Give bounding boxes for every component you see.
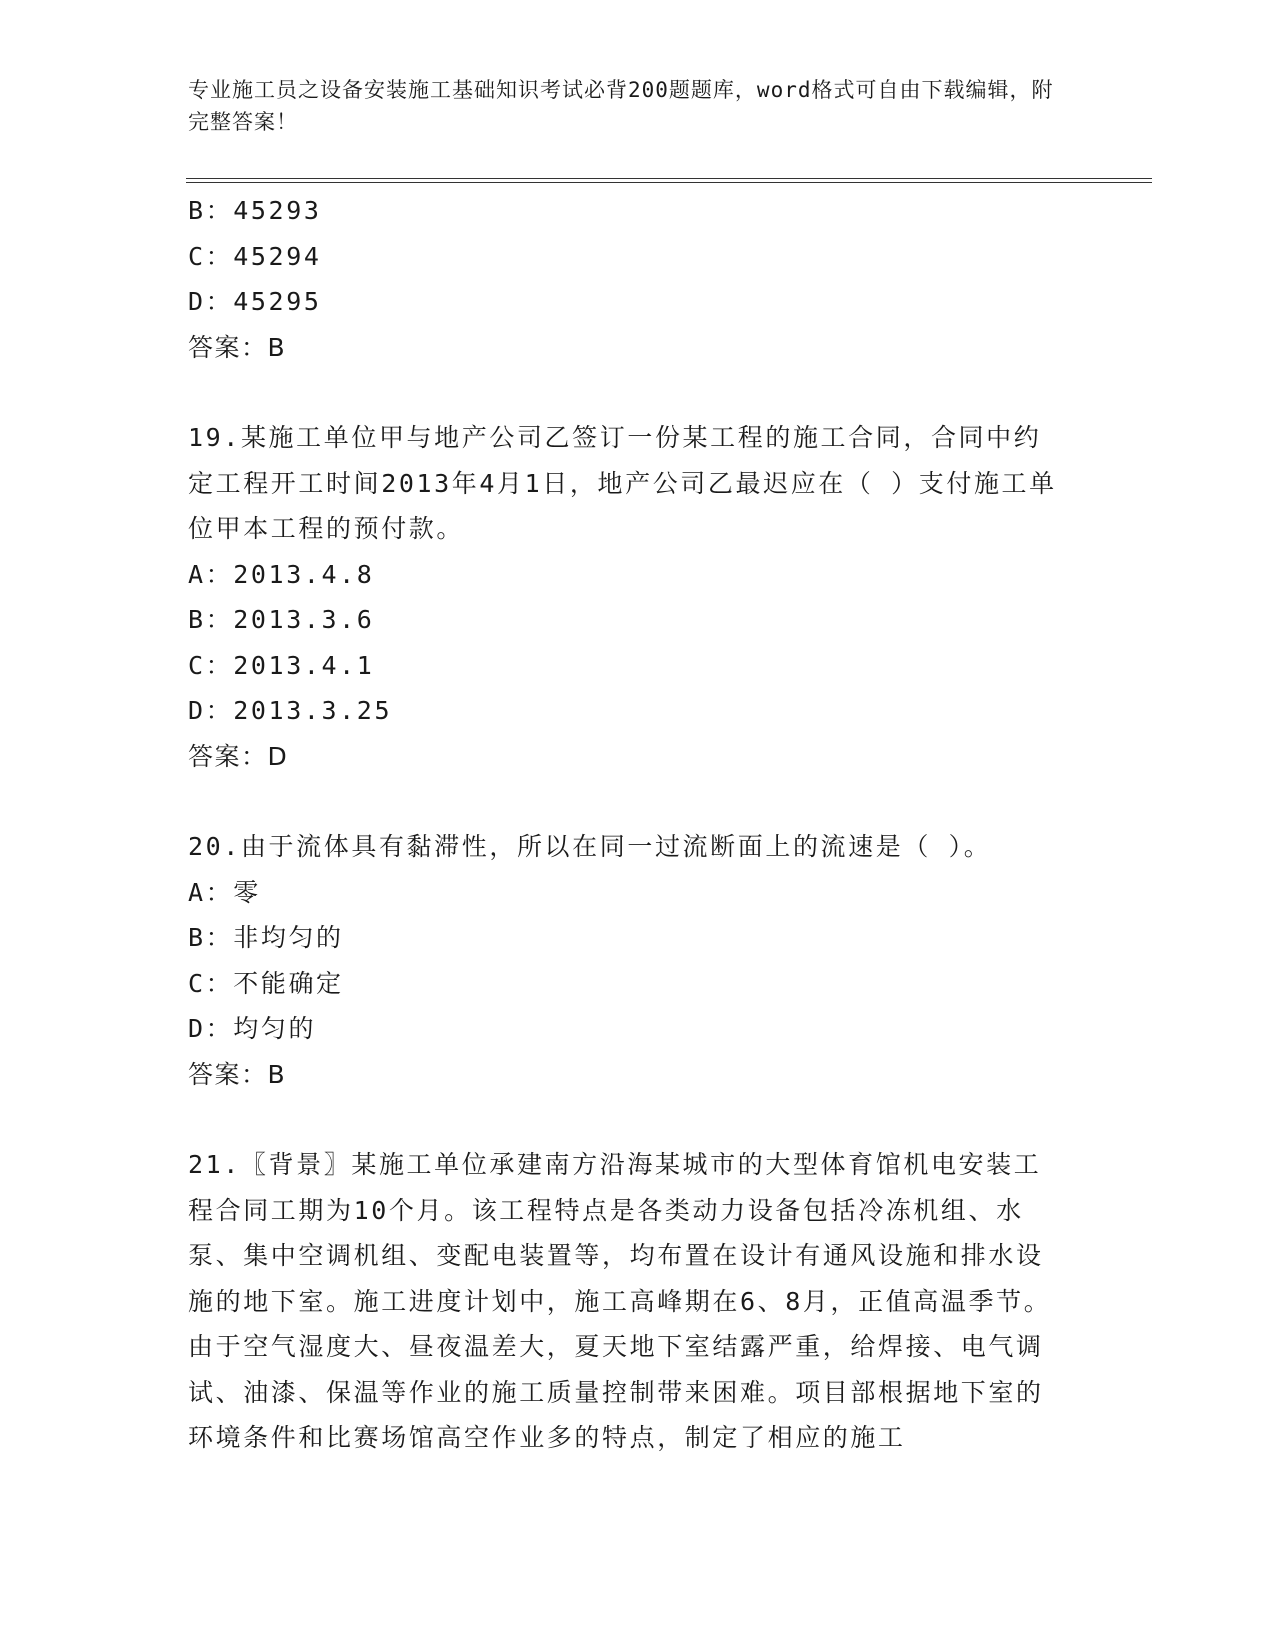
answer: 答案：B xyxy=(188,1059,287,1089)
option-b: B：2013.3.6 xyxy=(188,605,375,634)
option-c: C：2013.4.1 xyxy=(188,650,375,680)
answer: 答案：B xyxy=(188,332,287,362)
option-c: C：不能确定 xyxy=(188,968,344,998)
option-c: C：45294 xyxy=(188,241,322,271)
option-d: D：45295 xyxy=(188,287,322,316)
question-text: 19.某施工单位甲与地产公司乙签订一份某工程的施工合同，合同中约定工程开工时间2013年4月1日，地产公司乙最迟应在（ ）支付施工单位甲本工程的预付款。 xyxy=(188,423,1057,543)
question-text: 20.由于流体具有黏滞性，所以在同一过流断面上的流速是（ ）。 xyxy=(188,832,992,861)
question-19 xyxy=(188,415,1088,779)
option-d: D：2013.3.25 xyxy=(188,696,393,725)
question-text: 21.〖背景〗某施工单位承建南方沿海某城市的大型体育馆机电安装工程合同工期为10个月。该工程特点是各类动力设备包括冷冻机组、水泵、集中空调机组、变配电装置等，均布置在设计有通风设施和排水设施的地下室。施工进度计划中，施工高峰期在6、8月，正值高温季节。由于空气湿度大、昼夜温差大，夏天地下室结露严重，给焊接、电气调试、油漆、保温等作业的施工质量控制带来困难。项目部根据地下室的环境条件和比赛场馆高空作业多的特点，制定了相应的施工 xyxy=(188,1150,1052,1452)
header-rule-bottom xyxy=(186,182,1152,183)
question-18-tail xyxy=(188,188,1088,370)
question-21 xyxy=(188,1142,1088,1461)
option-a: A：零 xyxy=(188,877,261,907)
option-d: D：均匀的 xyxy=(188,1014,317,1043)
question-20 xyxy=(188,824,1088,1097)
page-header xyxy=(188,74,1068,138)
header-rule-top xyxy=(186,178,1152,179)
option-b: B：45293 xyxy=(188,196,322,225)
answer: 答案：D xyxy=(188,741,289,771)
document-title: 专业施工员之设备安装施工基础知识考试必背200题题库，word格式可自由下载编辑，附完整答案！ xyxy=(188,78,1054,134)
option-a: A：2013.4.8 xyxy=(188,559,375,589)
option-b: B：非均匀的 xyxy=(188,923,344,952)
document-body xyxy=(188,188,1088,1461)
